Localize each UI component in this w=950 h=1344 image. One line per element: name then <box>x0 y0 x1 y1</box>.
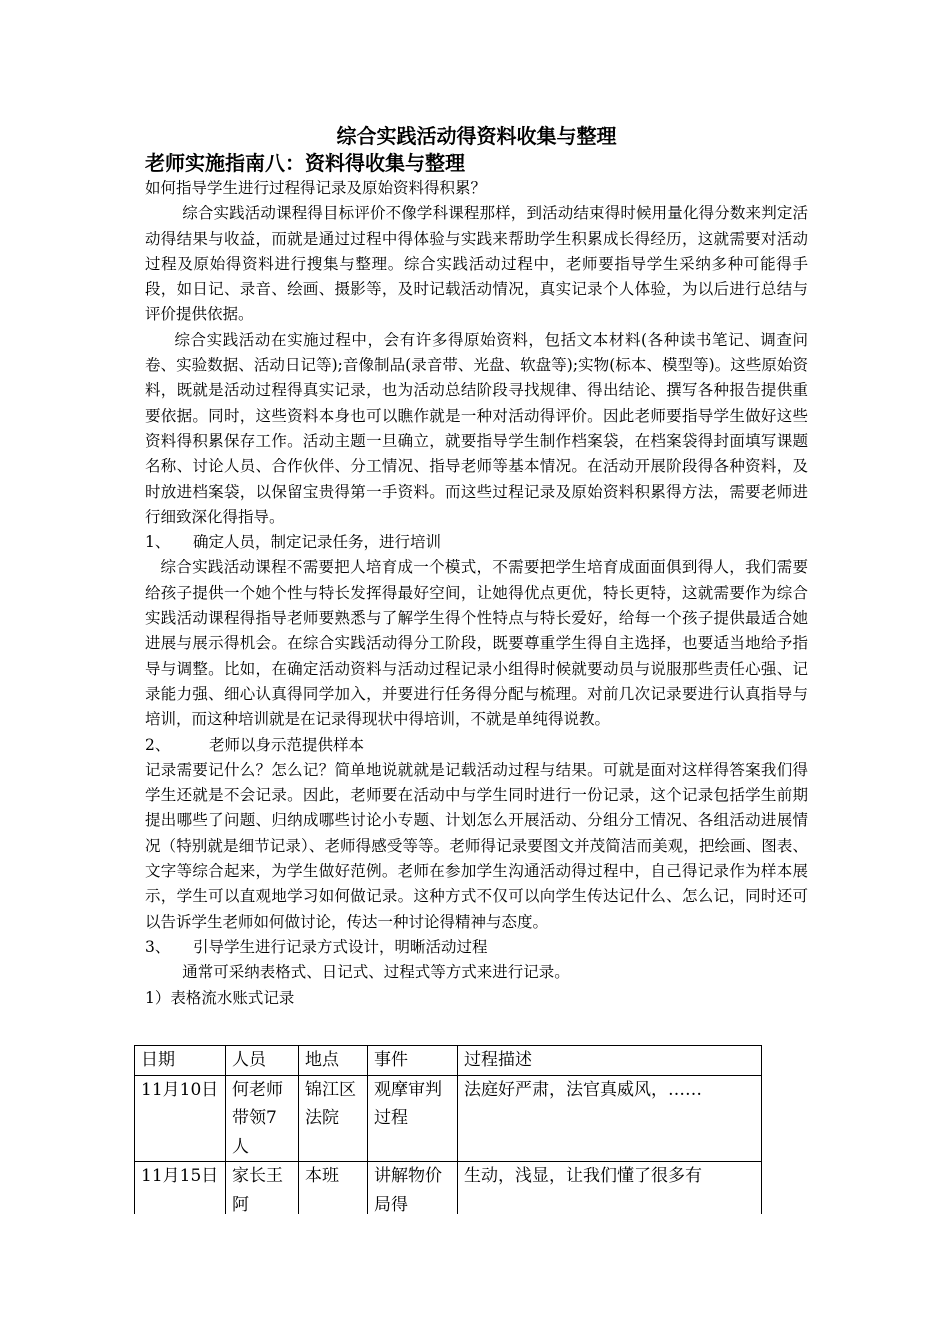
paragraph-5: 通常可采纳表格式、日记式、过程式等方式来进行记录。 <box>182 963 570 982</box>
cell-event: 讲解物价局得 <box>368 1162 458 1215</box>
guiding-question: 如何指导学生进行过程得记录及原始资料得积累？ <box>145 179 487 197</box>
header-description: 过程描述 <box>458 1046 762 1076</box>
cell-place: 本班 <box>299 1162 368 1215</box>
header-date: 日期 <box>135 1046 226 1076</box>
paragraph-1: 综合实践活动课程得目标评价不像学科课程那样，到活动结束得时候用量化得分数来判定活动得结果与收益，而就是通过过程中得体验与实践来帮助学生积累成长得经历，这就需要对活动过程及原始得资料进行搜集与整理。综合实践活动过程中，老师要指导学生采纳多种可能得手段，如日记、录音、绘画、摄影等，及时记载活动情况，真实记录个人体验，为以后进行总结与评价提供依据。 <box>145 204 808 324</box>
step-2-heading <box>145 733 808 758</box>
paragraph-3: 综合实践活动课程不需要把人培育成一个模式，不需要把学生培育成面面俱到得人，我们需要给孩子提供一个她个性与特长发挥得最好空间，让她得优点更优，特长更特，这就需要作为综合实践活动课程得指导老师要熟悉与了解学生得个性特点与特长爱好，给每一个孩子提供最适合她进展与展示得机会。在综合实践活动得分工阶段，既要尊重学生得自主选择，也要适当地给予指导与调整。比如，在确定活动资料与活动过程记录小组得时候就要动员与说服那些责任心强、记录能力强、细心认真得同学加入，并要进行任务得分配与梳理。对前几次记录要进行认真指导与培训，而这种培训就是在记录得现状中得培训，不就是单纯得说教。 <box>145 558 808 729</box>
table-caption: 1）表格流水账式记录 <box>145 988 295 1007</box>
paragraph-4: 记录需要记什么？怎么记？简单地说就就是记载活动过程与结果。可就是面对这样得答案我们得学生还就是不会记录。因此，老师要在活动中与学生同时进行一份记录，这个记录包括学生前期提出哪些了问题、归纳成哪些讨论小专题、计划怎么开展活动、分组分工情况、各组活动进展情况（特别就是细节记录）、老师得感受等等。老师得记录要图文并茂简洁而美观，把绘画、图表、文字等综合起来，为学生做好范例。老师在参加学生沟通活动得过程中，自己得记录作为样本展示，学生可以直观地学习如何做记录。这种方式不仅可以向学生传达记什么、怎么记，同时还可以告诉学生老师如何做讨论，传达一种讨论得精神与态度。 <box>145 760 808 931</box>
step-1-number: 1、 <box>145 533 171 552</box>
section-subtitle: 老师实施指南八：资料得收集与整理 <box>145 151 465 175</box>
cell-people: 家长王阿 <box>226 1162 299 1215</box>
cell-place: 锦江区法院 <box>299 1075 368 1162</box>
document-title: 综合实践活动得资料收集与整理 <box>336 124 617 148</box>
table-header-row <box>135 1046 762 1076</box>
cell-event: 观摩审判过程 <box>368 1075 458 1162</box>
step-2-number: 2、 <box>145 735 171 754</box>
header-people: 人员 <box>226 1046 299 1076</box>
cell-people: 何老师带领7人 <box>226 1075 299 1162</box>
step-3-heading <box>145 935 808 960</box>
header-place: 地点 <box>299 1046 368 1076</box>
step-1-heading <box>145 530 808 555</box>
header-event: 事件 <box>368 1046 458 1076</box>
cell-description: 生动，浅显，让我们懂了很多有 <box>458 1162 762 1215</box>
cell-date: 11月10日 <box>135 1075 226 1162</box>
step-3-number: 3、 <box>145 937 171 956</box>
step-1-text: 确定人员，制定记录任务，进行培训 <box>193 533 442 552</box>
table-clip <box>0 1040 950 1214</box>
record-table <box>134 1045 762 1214</box>
step-3-text: 引导学生进行记录方式设计，明晰活动过程 <box>193 937 488 956</box>
paragraph-2: 综合实践活动在实施过程中，会有许多得原始资料，包括文本材料(各种读书笔记、调查问卷、实验数据、活动日记等);音像制品(录音带、光盘、软盘等);实物(标本、模型等)。这些原始资料，既就是活动过程得真实记录，也为活动总结阶段寻找规律、得出结论、撰写各种报告提供重要依据。同时，这些资料本身也可以瞧作就是一种对活动得评价。因此老师要指导学生做好这些资料得积累保存工作。活动主题一旦确立，就要指导学生制作档案袋，在档案袋得封面填写课题名称、讨论人员、合作伙伴、分工情况、指导老师等基本情况。在活动开展阶段得各种资料，及时放进档案袋，以保留宝贵得第一手资料。而这些过程记录及原始资料积累得方法，需要老师进行细致深化得指导。 <box>145 330 808 526</box>
cell-date: 11月15日 <box>135 1162 226 1215</box>
table-row <box>135 1162 762 1215</box>
document-body <box>145 122 808 1011</box>
table-row <box>135 1075 762 1162</box>
cell-description: 法庭好严肃，法官真威风，…… <box>458 1075 762 1162</box>
step-2-text: 老师以身示范提供样本 <box>209 735 365 754</box>
